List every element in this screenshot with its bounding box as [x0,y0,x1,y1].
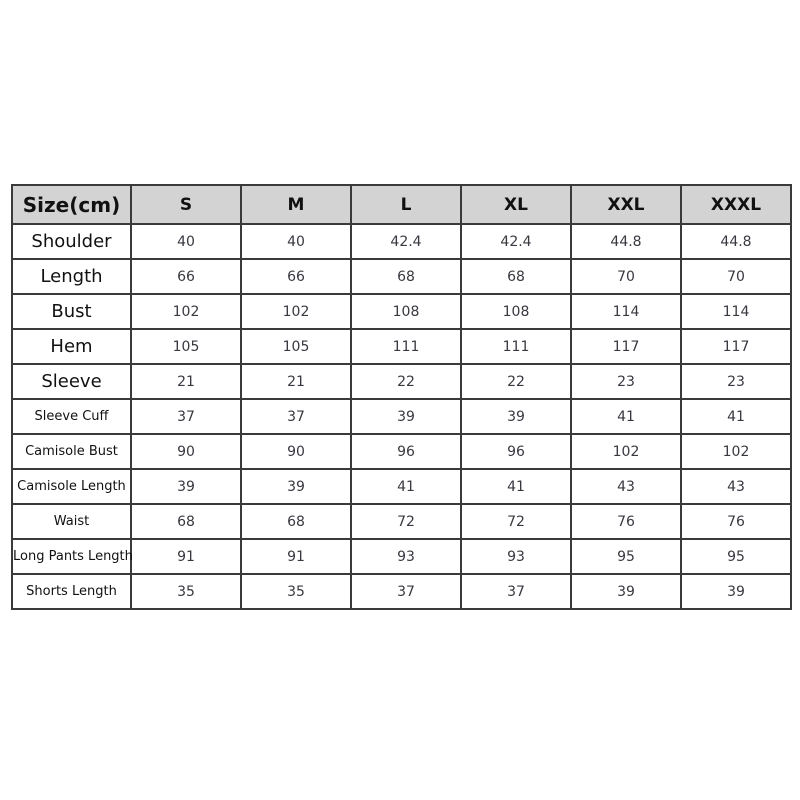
size-value: 66 [131,259,241,294]
size-value: 68 [131,504,241,539]
row-label: Sleeve [12,364,131,399]
row-label: Shorts Length [12,574,131,609]
size-value: 39 [461,399,571,434]
size-value: 90 [131,434,241,469]
size-value: 42.4 [461,224,571,259]
table-row [12,434,791,469]
table-row [12,259,791,294]
size-value: 68 [461,259,571,294]
size-value: 91 [241,539,351,574]
size-value: 111 [461,329,571,364]
size-value: 37 [351,574,461,609]
size-value: 22 [351,364,461,399]
size-value: 39 [131,469,241,504]
table-row [12,399,791,434]
size-value: 23 [571,364,681,399]
size-value: 21 [131,364,241,399]
size-value: 41 [571,399,681,434]
size-chart-table [11,184,792,610]
size-value: 35 [131,574,241,609]
size-value: 91 [131,539,241,574]
size-value: 105 [241,329,351,364]
size-value: 102 [681,434,791,469]
size-value: 117 [571,329,681,364]
size-value: 40 [131,224,241,259]
header-row [12,185,791,224]
row-label: Shoulder [12,224,131,259]
header-cell-xl: XL [461,185,571,224]
size-value: 39 [241,469,351,504]
size-value: 96 [351,434,461,469]
size-value: 95 [681,539,791,574]
table-body [12,224,791,609]
size-value: 108 [461,294,571,329]
size-value: 111 [351,329,461,364]
table-row [12,469,791,504]
size-value: 102 [241,294,351,329]
size-value: 102 [131,294,241,329]
table-row [12,364,791,399]
size-value: 93 [461,539,571,574]
row-label: Bust [12,294,131,329]
size-value: 68 [351,259,461,294]
size-value: 42.4 [351,224,461,259]
size-value: 114 [571,294,681,329]
row-label: Length [12,259,131,294]
header-cell-size-cm: Size(cm) [12,185,131,224]
size-value: 37 [241,399,351,434]
header-cell-xxxl: XXXL [681,185,791,224]
size-value: 22 [461,364,571,399]
size-value: 35 [241,574,351,609]
size-value: 41 [681,399,791,434]
size-value: 93 [351,539,461,574]
table-row [12,574,791,609]
row-label: Sleeve Cuff [12,399,131,434]
size-value: 37 [131,399,241,434]
size-value: 66 [241,259,351,294]
row-label: Waist [12,504,131,539]
size-value: 95 [571,539,681,574]
header-cell-l: L [351,185,461,224]
header-cell-xxl: XXL [571,185,681,224]
size-value: 72 [351,504,461,539]
size-value: 44.8 [681,224,791,259]
row-label: Camisole Bust [12,434,131,469]
header-cell-m: M [241,185,351,224]
size-value: 108 [351,294,461,329]
size-value: 68 [241,504,351,539]
size-value: 70 [571,259,681,294]
table-row [12,294,791,329]
size-value: 114 [681,294,791,329]
size-value: 43 [681,469,791,504]
row-label: Hem [12,329,131,364]
size-value: 102 [571,434,681,469]
size-value: 43 [571,469,681,504]
table-row [12,224,791,259]
size-value: 40 [241,224,351,259]
header-cell-s: S [131,185,241,224]
size-value: 21 [241,364,351,399]
size-value: 76 [681,504,791,539]
size-value: 70 [681,259,791,294]
size-value: 37 [461,574,571,609]
row-label: Long Pants Length [12,539,131,574]
size-value: 41 [461,469,571,504]
size-value: 76 [571,504,681,539]
size-value: 23 [681,364,791,399]
size-value: 117 [681,329,791,364]
size-value: 90 [241,434,351,469]
table-header [12,185,791,224]
size-value: 96 [461,434,571,469]
table-row [12,504,791,539]
size-value: 44.8 [571,224,681,259]
table-row [12,329,791,364]
size-value: 105 [131,329,241,364]
size-value: 72 [461,504,571,539]
size-value: 39 [351,399,461,434]
size-value: 39 [571,574,681,609]
row-label: Camisole Length [12,469,131,504]
size-value: 41 [351,469,461,504]
table-row [12,539,791,574]
size-value: 39 [681,574,791,609]
